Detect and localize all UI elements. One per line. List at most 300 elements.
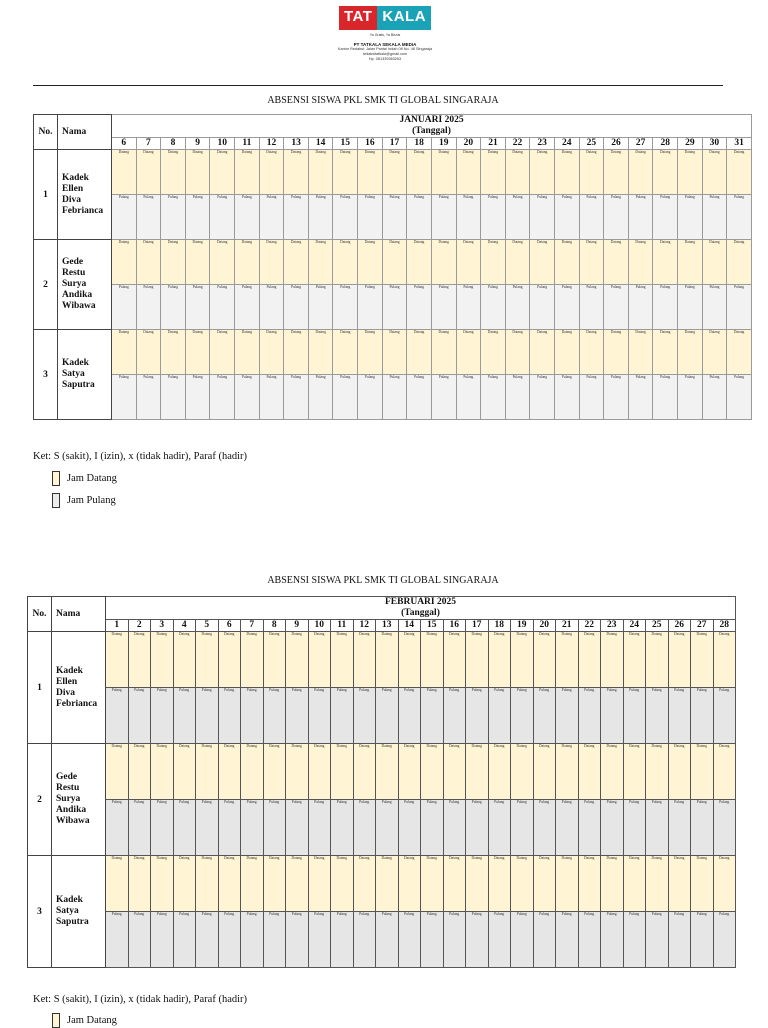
pulang-cell[interactable] [382, 195, 407, 240]
datang-cell[interactable] [604, 330, 629, 375]
datang-cell[interactable] [263, 744, 286, 800]
pulang-cell[interactable] [554, 375, 579, 420]
datang-cell[interactable] [407, 330, 432, 375]
pulang-cell[interactable] [533, 800, 556, 856]
pulang-cell[interactable] [554, 285, 579, 330]
pulang-cell[interactable] [578, 800, 601, 856]
datang-cell[interactable] [235, 150, 260, 195]
datang-cell[interactable] [333, 330, 358, 375]
datang-cell[interactable] [308, 240, 333, 285]
datang-cell[interactable] [628, 150, 653, 195]
pulang-cell[interactable] [511, 800, 534, 856]
pulang-cell[interactable] [628, 285, 653, 330]
pulang-cell[interactable] [604, 285, 629, 330]
datang-cell[interactable] [128, 632, 151, 688]
datang-cell[interactable] [443, 744, 466, 800]
datang-cell[interactable] [358, 330, 383, 375]
pulang-cell[interactable] [196, 912, 219, 968]
datang-cell[interactable] [530, 330, 555, 375]
datang-cell[interactable] [308, 856, 331, 912]
datang-cell[interactable] [691, 744, 714, 800]
datang-cell[interactable] [713, 632, 736, 688]
pulang-cell[interactable] [407, 375, 432, 420]
pulang-cell[interactable] [668, 912, 691, 968]
pulang-cell[interactable] [604, 375, 629, 420]
datang-cell[interactable] [284, 240, 309, 285]
pulang-cell[interactable] [646, 688, 669, 744]
datang-cell[interactable] [713, 856, 736, 912]
pulang-cell[interactable] [713, 912, 736, 968]
datang-cell[interactable] [263, 856, 286, 912]
datang-cell[interactable] [481, 330, 506, 375]
pulang-cell[interactable] [601, 800, 624, 856]
datang-cell[interactable] [727, 330, 752, 375]
datang-cell[interactable] [533, 856, 556, 912]
datang-cell[interactable] [128, 744, 151, 800]
pulang-cell[interactable] [112, 285, 137, 330]
datang-cell[interactable] [259, 150, 284, 195]
pulang-cell[interactable] [286, 688, 309, 744]
datang-cell[interactable] [691, 856, 714, 912]
datang-cell[interactable] [241, 632, 264, 688]
datang-cell[interactable] [505, 150, 530, 195]
pulang-cell[interactable] [727, 195, 752, 240]
datang-cell[interactable] [466, 744, 489, 800]
datang-cell[interactable] [727, 240, 752, 285]
datang-cell[interactable] [443, 632, 466, 688]
pulang-cell[interactable] [668, 688, 691, 744]
pulang-cell[interactable] [653, 195, 678, 240]
datang-cell[interactable] [210, 330, 235, 375]
datang-cell[interactable] [136, 330, 161, 375]
datang-cell[interactable] [421, 632, 444, 688]
datang-cell[interactable] [653, 330, 678, 375]
pulang-cell[interactable] [151, 688, 174, 744]
pulang-cell[interactable] [505, 285, 530, 330]
datang-cell[interactable] [554, 330, 579, 375]
datang-cell[interactable] [431, 150, 456, 195]
datang-cell[interactable] [623, 856, 646, 912]
pulang-cell[interactable] [161, 375, 186, 420]
datang-cell[interactable] [284, 330, 309, 375]
datang-cell[interactable] [702, 330, 727, 375]
pulang-cell[interactable] [286, 800, 309, 856]
datang-cell[interactable] [331, 856, 354, 912]
datang-cell[interactable] [161, 150, 186, 195]
pulang-cell[interactable] [511, 912, 534, 968]
pulang-cell[interactable] [218, 800, 241, 856]
pulang-cell[interactable] [533, 688, 556, 744]
pulang-cell[interactable] [284, 195, 309, 240]
datang-cell[interactable] [481, 150, 506, 195]
pulang-cell[interactable] [653, 285, 678, 330]
datang-cell[interactable] [151, 856, 174, 912]
pulang-cell[interactable] [112, 375, 137, 420]
pulang-cell[interactable] [161, 195, 186, 240]
datang-cell[interactable] [668, 632, 691, 688]
datang-cell[interactable] [376, 856, 399, 912]
datang-cell[interactable] [259, 240, 284, 285]
pulang-cell[interactable] [505, 375, 530, 420]
pulang-cell[interactable] [578, 912, 601, 968]
pulang-cell[interactable] [398, 800, 421, 856]
pulang-cell[interactable] [466, 912, 489, 968]
pulang-cell[interactable] [151, 800, 174, 856]
datang-cell[interactable] [488, 744, 511, 800]
datang-cell[interactable] [196, 632, 219, 688]
datang-cell[interactable] [554, 240, 579, 285]
pulang-cell[interactable] [481, 285, 506, 330]
pulang-cell[interactable] [431, 375, 456, 420]
pulang-cell[interactable] [727, 375, 752, 420]
datang-cell[interactable] [653, 150, 678, 195]
pulang-cell[interactable] [284, 285, 309, 330]
pulang-cell[interactable] [353, 800, 376, 856]
pulang-cell[interactable] [443, 800, 466, 856]
pulang-cell[interactable] [691, 912, 714, 968]
datang-cell[interactable] [308, 744, 331, 800]
pulang-cell[interactable] [106, 912, 129, 968]
pulang-cell[interactable] [376, 912, 399, 968]
pulang-cell[interactable] [556, 912, 579, 968]
pulang-cell[interactable] [308, 285, 333, 330]
datang-cell[interactable] [702, 240, 727, 285]
pulang-cell[interactable] [136, 375, 161, 420]
datang-cell[interactable] [196, 856, 219, 912]
pulang-cell[interactable] [284, 375, 309, 420]
datang-cell[interactable] [554, 150, 579, 195]
datang-cell[interactable] [604, 240, 629, 285]
pulang-cell[interactable] [421, 912, 444, 968]
datang-cell[interactable] [646, 744, 669, 800]
datang-cell[interactable] [456, 240, 481, 285]
datang-cell[interactable] [151, 744, 174, 800]
pulang-cell[interactable] [653, 375, 678, 420]
pulang-cell[interactable] [218, 912, 241, 968]
pulang-cell[interactable] [556, 800, 579, 856]
pulang-cell[interactable] [678, 195, 703, 240]
datang-cell[interactable] [218, 856, 241, 912]
datang-cell[interactable] [173, 744, 196, 800]
datang-cell[interactable] [488, 632, 511, 688]
pulang-cell[interactable] [579, 285, 604, 330]
datang-cell[interactable] [398, 632, 421, 688]
pulang-cell[interactable] [604, 195, 629, 240]
datang-cell[interactable] [210, 240, 235, 285]
pulang-cell[interactable] [151, 912, 174, 968]
datang-cell[interactable] [628, 330, 653, 375]
pulang-cell[interactable] [623, 688, 646, 744]
pulang-cell[interactable] [112, 195, 137, 240]
datang-cell[interactable] [185, 240, 210, 285]
datang-cell[interactable] [331, 632, 354, 688]
datang-cell[interactable] [333, 240, 358, 285]
pulang-cell[interactable] [128, 800, 151, 856]
datang-cell[interactable] [530, 240, 555, 285]
datang-cell[interactable] [505, 330, 530, 375]
pulang-cell[interactable] [358, 375, 383, 420]
datang-cell[interactable] [604, 150, 629, 195]
pulang-cell[interactable] [235, 195, 260, 240]
pulang-cell[interactable] [488, 912, 511, 968]
datang-cell[interactable] [353, 856, 376, 912]
datang-cell[interactable] [628, 240, 653, 285]
datang-cell[interactable] [161, 330, 186, 375]
datang-cell[interactable] [112, 330, 137, 375]
pulang-cell[interactable] [376, 800, 399, 856]
pulang-cell[interactable] [398, 688, 421, 744]
datang-cell[interactable] [106, 632, 129, 688]
pulang-cell[interactable] [601, 912, 624, 968]
pulang-cell[interactable] [646, 912, 669, 968]
datang-cell[interactable] [259, 330, 284, 375]
pulang-cell[interactable] [556, 688, 579, 744]
datang-cell[interactable] [678, 240, 703, 285]
datang-cell[interactable] [579, 330, 604, 375]
pulang-cell[interactable] [691, 800, 714, 856]
pulang-cell[interactable] [421, 800, 444, 856]
pulang-cell[interactable] [488, 688, 511, 744]
pulang-cell[interactable] [308, 800, 331, 856]
pulang-cell[interactable] [398, 912, 421, 968]
pulang-cell[interactable] [185, 285, 210, 330]
pulang-cell[interactable] [407, 285, 432, 330]
pulang-cell[interactable] [431, 195, 456, 240]
datang-cell[interactable] [511, 632, 534, 688]
pulang-cell[interactable] [431, 285, 456, 330]
pulang-cell[interactable] [173, 800, 196, 856]
datang-cell[interactable] [286, 632, 309, 688]
datang-cell[interactable] [556, 856, 579, 912]
datang-cell[interactable] [601, 744, 624, 800]
datang-cell[interactable] [407, 150, 432, 195]
datang-cell[interactable] [398, 856, 421, 912]
pulang-cell[interactable] [533, 912, 556, 968]
pulang-cell[interactable] [241, 688, 264, 744]
pulang-cell[interactable] [263, 912, 286, 968]
datang-cell[interactable] [533, 632, 556, 688]
datang-cell[interactable] [241, 856, 264, 912]
pulang-cell[interactable] [578, 688, 601, 744]
datang-cell[interactable] [333, 150, 358, 195]
pulang-cell[interactable] [530, 195, 555, 240]
pulang-cell[interactable] [235, 285, 260, 330]
datang-cell[interactable] [578, 856, 601, 912]
pulang-cell[interactable] [382, 285, 407, 330]
datang-cell[interactable] [173, 856, 196, 912]
pulang-cell[interactable] [185, 195, 210, 240]
pulang-cell[interactable] [333, 285, 358, 330]
datang-cell[interactable] [218, 632, 241, 688]
datang-cell[interactable] [713, 744, 736, 800]
pulang-cell[interactable] [376, 688, 399, 744]
datang-cell[interactable] [112, 240, 137, 285]
pulang-cell[interactable] [136, 285, 161, 330]
pulang-cell[interactable] [259, 195, 284, 240]
datang-cell[interactable] [407, 240, 432, 285]
datang-cell[interactable] [196, 744, 219, 800]
pulang-cell[interactable] [358, 195, 383, 240]
datang-cell[interactable] [308, 150, 333, 195]
datang-cell[interactable] [456, 330, 481, 375]
pulang-cell[interactable] [308, 375, 333, 420]
datang-cell[interactable] [702, 150, 727, 195]
pulang-cell[interactable] [530, 375, 555, 420]
pulang-cell[interactable] [106, 800, 129, 856]
pulang-cell[interactable] [331, 800, 354, 856]
datang-cell[interactable] [382, 330, 407, 375]
datang-cell[interactable] [210, 150, 235, 195]
datang-cell[interactable] [358, 240, 383, 285]
pulang-cell[interactable] [358, 285, 383, 330]
pulang-cell[interactable] [259, 285, 284, 330]
datang-cell[interactable] [185, 150, 210, 195]
datang-cell[interactable] [431, 240, 456, 285]
datang-cell[interactable] [106, 856, 129, 912]
datang-cell[interactable] [151, 632, 174, 688]
pulang-cell[interactable] [128, 688, 151, 744]
datang-cell[interactable] [646, 856, 669, 912]
pulang-cell[interactable] [456, 375, 481, 420]
datang-cell[interactable] [235, 240, 260, 285]
pulang-cell[interactable] [308, 195, 333, 240]
pulang-cell[interactable] [382, 375, 407, 420]
pulang-cell[interactable] [481, 195, 506, 240]
datang-cell[interactable] [308, 632, 331, 688]
datang-cell[interactable] [421, 856, 444, 912]
pulang-cell[interactable] [668, 800, 691, 856]
datang-cell[interactable] [511, 856, 534, 912]
datang-cell[interactable] [678, 150, 703, 195]
datang-cell[interactable] [556, 744, 579, 800]
pulang-cell[interactable] [691, 688, 714, 744]
datang-cell[interactable] [185, 330, 210, 375]
datang-cell[interactable] [533, 744, 556, 800]
pulang-cell[interactable] [530, 285, 555, 330]
datang-cell[interactable] [308, 330, 333, 375]
datang-cell[interactable] [578, 744, 601, 800]
datang-cell[interactable] [353, 744, 376, 800]
pulang-cell[interactable] [235, 375, 260, 420]
pulang-cell[interactable] [331, 688, 354, 744]
datang-cell[interactable] [530, 150, 555, 195]
datang-cell[interactable] [488, 856, 511, 912]
pulang-cell[interactable] [713, 688, 736, 744]
pulang-cell[interactable] [623, 912, 646, 968]
datang-cell[interactable] [421, 744, 444, 800]
pulang-cell[interactable] [466, 800, 489, 856]
datang-cell[interactable] [678, 330, 703, 375]
datang-cell[interactable] [668, 744, 691, 800]
pulang-cell[interactable] [259, 375, 284, 420]
datang-cell[interactable] [623, 632, 646, 688]
pulang-cell[interactable] [678, 285, 703, 330]
pulang-cell[interactable] [601, 688, 624, 744]
pulang-cell[interactable] [241, 800, 264, 856]
pulang-cell[interactable] [128, 912, 151, 968]
datang-cell[interactable] [376, 744, 399, 800]
datang-cell[interactable] [136, 150, 161, 195]
pulang-cell[interactable] [481, 375, 506, 420]
pulang-cell[interactable] [106, 688, 129, 744]
pulang-cell[interactable] [727, 285, 752, 330]
datang-cell[interactable] [263, 632, 286, 688]
pulang-cell[interactable] [196, 800, 219, 856]
datang-cell[interactable] [456, 150, 481, 195]
pulang-cell[interactable] [505, 195, 530, 240]
pulang-cell[interactable] [678, 375, 703, 420]
datang-cell[interactable] [284, 150, 309, 195]
pulang-cell[interactable] [353, 688, 376, 744]
datang-cell[interactable] [382, 240, 407, 285]
pulang-cell[interactable] [628, 375, 653, 420]
datang-cell[interactable] [128, 856, 151, 912]
datang-cell[interactable] [623, 744, 646, 800]
datang-cell[interactable] [579, 150, 604, 195]
datang-cell[interactable] [431, 330, 456, 375]
datang-cell[interactable] [481, 240, 506, 285]
pulang-cell[interactable] [308, 688, 331, 744]
datang-cell[interactable] [668, 856, 691, 912]
datang-cell[interactable] [218, 744, 241, 800]
pulang-cell[interactable] [702, 375, 727, 420]
pulang-cell[interactable] [210, 375, 235, 420]
datang-cell[interactable] [286, 856, 309, 912]
pulang-cell[interactable] [196, 688, 219, 744]
datang-cell[interactable] [136, 240, 161, 285]
datang-cell[interactable] [579, 240, 604, 285]
datang-cell[interactable] [331, 744, 354, 800]
pulang-cell[interactable] [702, 195, 727, 240]
datang-cell[interactable] [653, 240, 678, 285]
pulang-cell[interactable] [308, 912, 331, 968]
datang-cell[interactable] [398, 744, 421, 800]
pulang-cell[interactable] [456, 285, 481, 330]
datang-cell[interactable] [286, 744, 309, 800]
pulang-cell[interactable] [511, 688, 534, 744]
datang-cell[interactable] [466, 632, 489, 688]
pulang-cell[interactable] [286, 912, 309, 968]
datang-cell[interactable] [358, 150, 383, 195]
pulang-cell[interactable] [173, 688, 196, 744]
pulang-cell[interactable] [185, 375, 210, 420]
pulang-cell[interactable] [443, 688, 466, 744]
datang-cell[interactable] [382, 150, 407, 195]
pulang-cell[interactable] [646, 800, 669, 856]
pulang-cell[interactable] [579, 375, 604, 420]
pulang-cell[interactable] [218, 688, 241, 744]
datang-cell[interactable] [241, 744, 264, 800]
pulang-cell[interactable] [713, 800, 736, 856]
pulang-cell[interactable] [210, 285, 235, 330]
pulang-cell[interactable] [333, 195, 358, 240]
pulang-cell[interactable] [173, 912, 196, 968]
datang-cell[interactable] [578, 632, 601, 688]
datang-cell[interactable] [646, 632, 669, 688]
datang-cell[interactable] [601, 856, 624, 912]
pulang-cell[interactable] [161, 285, 186, 330]
pulang-cell[interactable] [579, 195, 604, 240]
datang-cell[interactable] [466, 856, 489, 912]
datang-cell[interactable] [691, 632, 714, 688]
pulang-cell[interactable] [263, 800, 286, 856]
pulang-cell[interactable] [241, 912, 264, 968]
pulang-cell[interactable] [263, 688, 286, 744]
pulang-cell[interactable] [628, 195, 653, 240]
datang-cell[interactable] [443, 856, 466, 912]
pulang-cell[interactable] [443, 912, 466, 968]
datang-cell[interactable] [161, 240, 186, 285]
